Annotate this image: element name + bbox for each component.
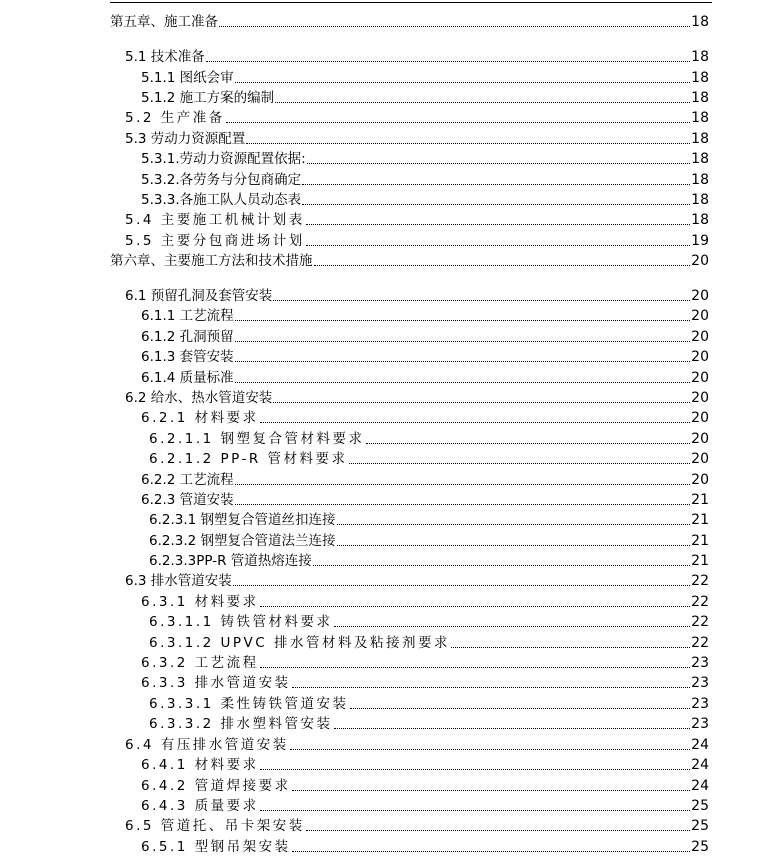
toc-entry-page-number: 22 <box>691 573 709 589</box>
toc-entry[interactable] <box>149 427 709 447</box>
toc-entry-title: 6.4.1 材料要求 <box>141 757 259 773</box>
toc-entry-page-number: 25 <box>691 818 709 834</box>
toc-entry[interactable] <box>149 610 709 630</box>
toc-entry-title: 6.3.3.2 排水塑料管安装 <box>149 716 333 732</box>
toc-entry-page-number: 18 <box>691 212 709 228</box>
toc-entry-page-number: 20 <box>691 349 709 365</box>
toc-entry[interactable] <box>110 10 709 30</box>
dot-leader <box>337 524 691 525</box>
toc-entry[interactable] <box>141 325 709 345</box>
toc-entry-title: 6.3.2 工艺流程 <box>141 655 259 671</box>
dot-leader <box>235 361 691 362</box>
toc-entry[interactable] <box>141 488 709 508</box>
toc-entry[interactable] <box>141 168 709 188</box>
dot-leader <box>313 565 690 566</box>
toc-entry-title: 6.5 管道托、吊卡架安装 <box>125 818 305 834</box>
toc-entry-title: 5.5 主要分包商进场计划 <box>125 233 305 249</box>
toc-entry-page-number: 18 <box>691 49 709 65</box>
toc-entry-title: 6.3.3.1 柔性铸铁管道安装 <box>149 696 349 712</box>
toc-entry-page-number: 19 <box>691 233 709 249</box>
toc-entry-page-number: 20 <box>691 288 709 304</box>
dot-leader <box>292 851 691 852</box>
toc-entry-title: 6.3.1.1 铸铁管材料要求 <box>149 614 333 630</box>
toc-entry-page-number: 20 <box>691 308 709 324</box>
toc-entry[interactable] <box>125 229 709 249</box>
dot-leader <box>260 667 691 668</box>
toc-entry-page-number: 18 <box>691 192 709 208</box>
toc-entry-title: 6.2.3.1 钢塑复合管道丝扣连接 <box>149 512 336 528</box>
toc-entry[interactable] <box>149 447 709 467</box>
toc-entry-title: 6.2 给水、热水管道安装 <box>125 390 273 406</box>
dot-leader <box>302 204 690 205</box>
toc-entry-page-number: 18 <box>691 70 709 86</box>
toc-entry-page-number: 23 <box>691 655 709 671</box>
dot-leader <box>275 102 690 103</box>
toc-entry-title: 6.2.3.2 钢塑复合管道法兰连接 <box>149 533 336 549</box>
toc-entry-title: 6.1.2 孔洞预留 <box>141 329 234 345</box>
dot-leader <box>350 708 691 709</box>
toc-entry[interactable] <box>125 284 709 304</box>
toc-entry-title: 5.3.2.各劳务与分包商确定 <box>141 172 302 188</box>
toc-entry-title: 6.2.1 材料要求 <box>141 410 259 426</box>
toc-entry-title: 第六章、主要施工方法和技术措施 <box>110 253 313 269</box>
dot-leader <box>366 443 691 444</box>
dot-leader <box>337 545 691 546</box>
toc-entry[interactable] <box>149 692 709 712</box>
toc-entry-page-number: 18 <box>691 90 709 106</box>
toc-entry-page-number: 22 <box>691 594 709 610</box>
dot-leader <box>235 341 691 342</box>
toc-entry-title: 6.2.3 管道安装 <box>141 492 234 508</box>
toc-entry-title: 6.1 预留孔洞及套管安装 <box>125 288 273 304</box>
dot-leader <box>292 687 691 688</box>
toc-entry-title: 第五章、施工准备 <box>110 14 218 30</box>
toc-entry[interactable] <box>141 835 709 855</box>
toc-entry[interactable] <box>141 406 709 426</box>
dot-leader <box>206 61 690 62</box>
dot-leader <box>306 830 690 831</box>
toc-entry-page-number: 22 <box>691 635 709 651</box>
toc-entry-page-number: 25 <box>691 839 709 855</box>
toc-entry[interactable] <box>141 774 709 794</box>
toc-entry-page-number: 23 <box>691 675 709 691</box>
toc-entry-title: 6.1.1 工艺流程 <box>141 308 234 324</box>
toc-entry[interactable] <box>141 671 709 691</box>
toc-entry-page-number: 18 <box>691 172 709 188</box>
dot-leader <box>273 402 690 403</box>
toc-entry-title: 5.1.2 施工方案的编制 <box>141 90 275 106</box>
dot-leader <box>260 422 691 423</box>
dot-leader <box>334 728 691 729</box>
toc-entry-title: 5.4 主要施工机械计划表 <box>125 212 305 228</box>
toc-entry-page-number: 20 <box>691 451 709 467</box>
toc-entry-page-number: 21 <box>691 553 709 569</box>
toc-entry-title: 6.1.3 套管安装 <box>141 349 234 365</box>
toc-entry[interactable] <box>125 814 709 834</box>
toc-entry[interactable] <box>125 569 709 589</box>
toc-entry-title: 6.3.1 材料要求 <box>141 594 259 610</box>
toc-entry-title: 5.3 劳动力资源配置 <box>125 131 246 147</box>
dot-leader <box>235 382 691 383</box>
dot-leader <box>349 463 691 464</box>
toc-entry[interactable] <box>125 733 709 753</box>
dot-leader <box>235 320 691 321</box>
toc-entry-page-number: 24 <box>691 757 709 773</box>
toc-entry-title: 6.1.4 质量标准 <box>141 370 234 386</box>
dot-leader <box>451 647 690 648</box>
toc-entry[interactable] <box>141 66 709 86</box>
toc-entry[interactable] <box>149 631 709 651</box>
toc-entry-page-number: 25 <box>691 798 709 814</box>
dot-leader <box>334 626 691 627</box>
toc-entry-title: 5.2 生产准备 <box>125 110 225 126</box>
dot-leader <box>260 606 691 607</box>
dot-leader <box>306 224 690 225</box>
toc-entry[interactable] <box>125 127 709 147</box>
toc-entry[interactable] <box>141 147 709 167</box>
toc-entry-title: 6.4 有压排水管道安装 <box>125 737 289 753</box>
toc-entry[interactable] <box>125 45 709 65</box>
toc-entry[interactable] <box>125 386 709 406</box>
toc-entry-page-number: 18 <box>691 14 709 30</box>
toc-entry[interactable] <box>141 366 709 386</box>
dot-leader <box>219 26 690 27</box>
toc-entry-page-number: 20 <box>691 472 709 488</box>
dot-leader <box>306 245 690 246</box>
dot-leader <box>302 184 690 185</box>
toc-entry-page-number: 20 <box>691 390 709 406</box>
dot-leader <box>235 82 691 83</box>
toc-entry-title: 6.4.3 质量要求 <box>141 798 259 814</box>
toc-entry-page-number: 22 <box>691 614 709 630</box>
toc-entry-title: 6.2.2 工艺流程 <box>141 472 234 488</box>
toc-entry[interactable] <box>149 508 709 528</box>
dot-leader <box>246 143 690 144</box>
toc-entry-page-number: 21 <box>691 492 709 508</box>
toc-entry[interactable] <box>149 529 709 549</box>
toc-entry[interactable] <box>141 304 709 324</box>
dot-leader <box>273 300 690 301</box>
toc-entry-page-number: 23 <box>691 716 709 732</box>
toc-entry[interactable] <box>141 86 709 106</box>
toc-entry-page-number: 23 <box>691 696 709 712</box>
toc-entry-title: 5.3.3.各施工队人员动态表 <box>141 192 302 208</box>
toc-entry-page-number: 24 <box>691 778 709 794</box>
toc-entry-page-number: 20 <box>691 410 709 426</box>
toc-entry-page-number: 21 <box>691 533 709 549</box>
dot-leader <box>260 810 691 811</box>
toc-entry[interactable] <box>141 468 709 488</box>
dot-leader <box>307 163 690 164</box>
toc-entry-title: 6.4.2 管道焊接要求 <box>141 778 291 794</box>
toc-entry[interactable] <box>141 188 709 208</box>
toc-entry-page-number: 20 <box>691 431 709 447</box>
toc-entry[interactable] <box>125 106 709 126</box>
dot-leader <box>290 749 690 750</box>
toc-entry-title: 5.1 技术准备 <box>125 49 205 65</box>
toc-entry-title: 6.2.3.3PP-R 管道热熔连接 <box>149 553 312 569</box>
toc-entry-title: 6.5.1 型钢吊架安装 <box>141 839 291 855</box>
toc-entry-page-number: 20 <box>691 329 709 345</box>
toc-entry[interactable] <box>141 590 709 610</box>
toc-entry-title: 5.1.1 图纸会审 <box>141 70 234 86</box>
toc-entry[interactable] <box>141 794 709 814</box>
toc-entry-page-number: 24 <box>691 737 709 753</box>
toc-entry[interactable] <box>141 345 709 365</box>
toc-entry-title: 6.2.1.2 PP-R 管材料要求 <box>149 451 348 467</box>
toc-entry[interactable] <box>141 753 709 773</box>
dot-leader <box>292 790 691 791</box>
toc-entry-title: 5.3.1.劳动力资源配置依据: <box>141 151 306 167</box>
toc-entry-title: 6.3 排水管道安装 <box>125 573 232 589</box>
toc-entry[interactable] <box>141 651 709 671</box>
dot-leader <box>260 769 691 770</box>
dot-leader <box>314 265 691 266</box>
toc-entry-title: 6.3.1.2 UPVC 排水管材料及粘接剂要求 <box>149 635 450 651</box>
top-rule <box>110 2 712 3</box>
dot-leader <box>226 122 690 123</box>
toc-entry-page-number: 18 <box>691 110 709 126</box>
toc-entry-title: 6.2.1.1 钢塑复合管材料要求 <box>149 431 365 447</box>
toc-entry[interactable] <box>149 549 709 569</box>
dot-leader <box>235 504 691 505</box>
toc-entry[interactable] <box>149 712 709 732</box>
toc-entry-page-number: 20 <box>691 253 709 269</box>
dot-leader <box>235 484 691 485</box>
toc-entry-page-number: 18 <box>691 151 709 167</box>
toc-entry[interactable] <box>110 249 709 269</box>
toc-entry[interactable] <box>125 208 709 228</box>
dot-leader <box>233 585 690 586</box>
toc-entry-page-number: 18 <box>691 131 709 147</box>
toc-entry-page-number: 21 <box>691 512 709 528</box>
toc-entry-title: 6.3.3 排水管道安装 <box>141 675 291 691</box>
toc-entry-page-number: 20 <box>691 370 709 386</box>
